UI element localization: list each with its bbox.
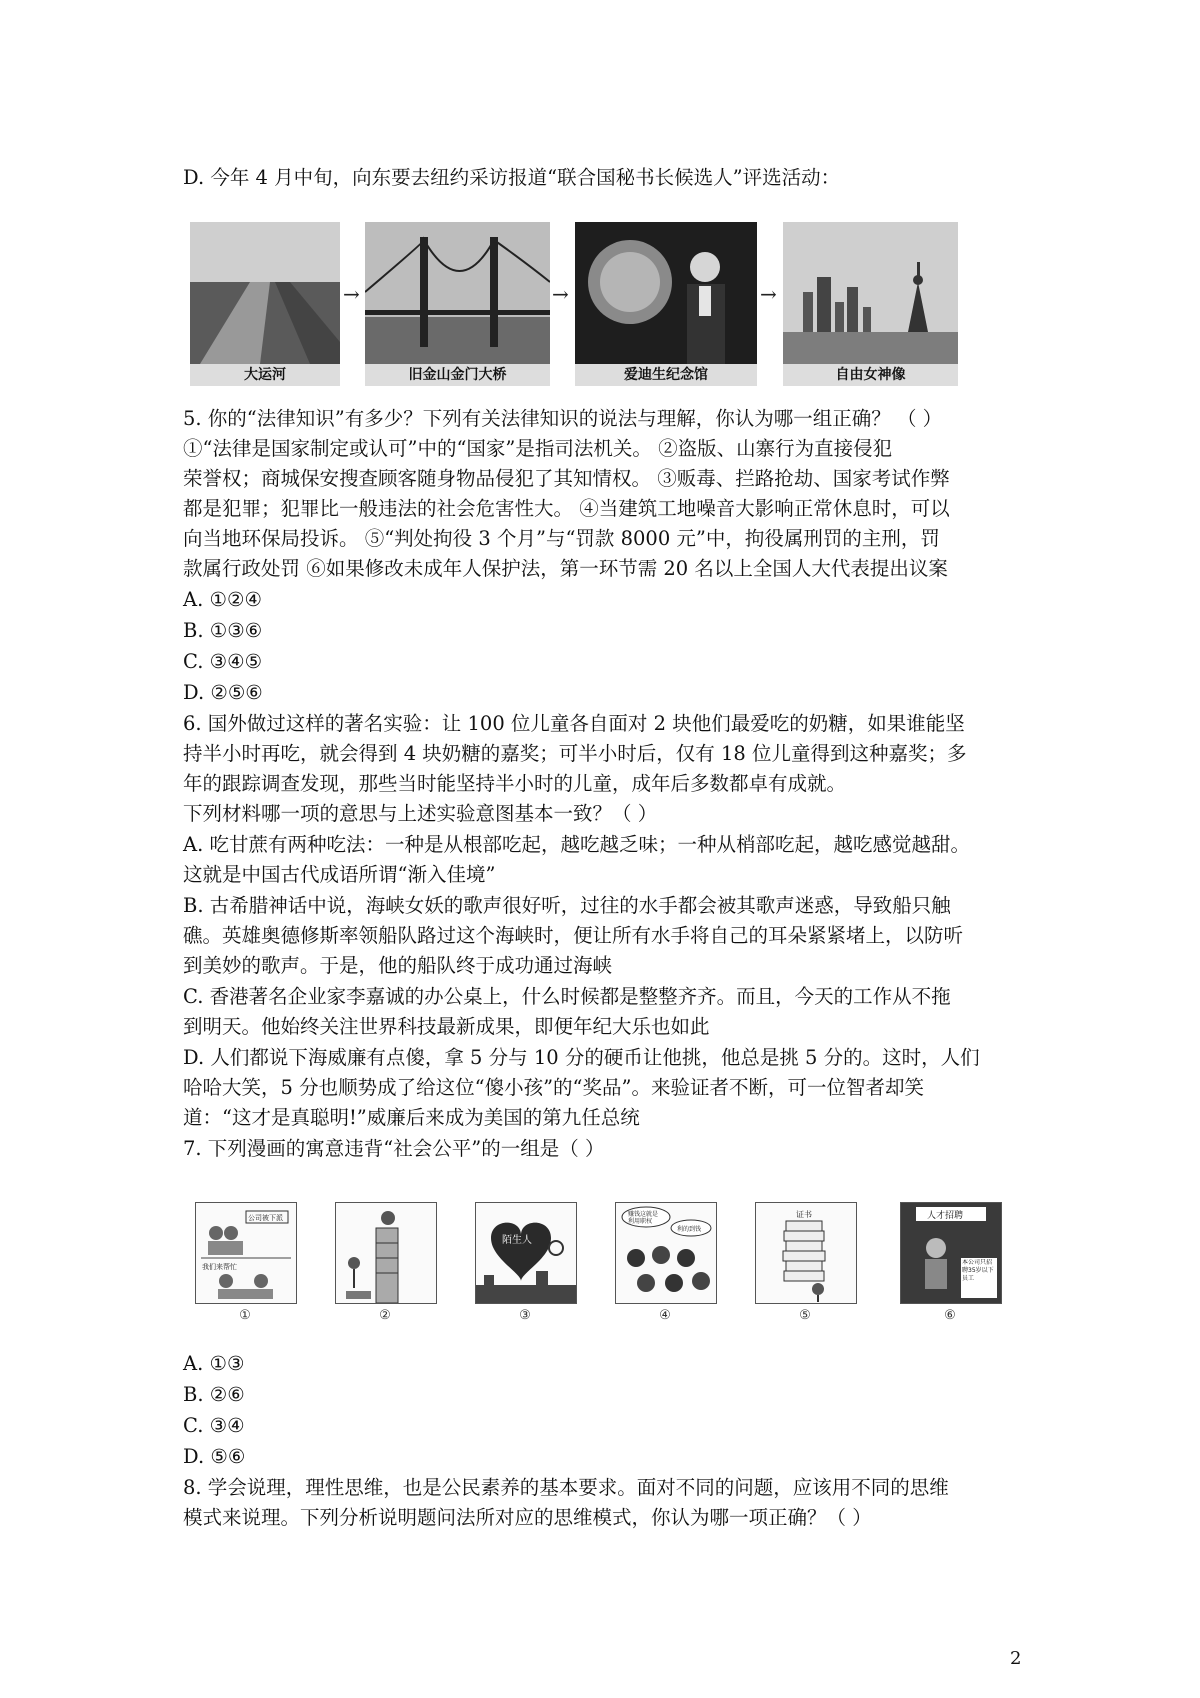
cartoon-5 [755,1202,857,1304]
q6-option-c: C. 香港著名企业家李嘉诚的办公桌上，什么时候都是整整齐齐。而且，今天的工作从不拖 [183,985,951,1008]
q5-option-c: C. ③④⑤ [183,650,263,673]
question-8: 8. 学会说理，理性思维，也是公民素养的基本要求。面对不同的问题，应该用不同的思维 [183,1476,949,1499]
right-arrow-icon: → [760,282,777,306]
q6-option-a-cont: 这就是中国古代成语所谓“渐入佳境” [183,863,496,886]
cartoon-number: ③ [519,1308,531,1323]
q6-option-b-cont: 到美妙的歌声。于是，他的船队终于成功通过海峡 [183,954,613,977]
cartoon-number: ⑤ [799,1308,811,1323]
q8-text-line: 模式来说理。下列分析说明题问法所对应的思维模式，你认为哪一项正确？（ ） [183,1506,872,1529]
q5-text-line: 款属行政处罚 ⑥如果修改未成年人保护法，第一环节需 20 名以上全国人大代表提出议案 [183,557,948,580]
q5-text-line: 向当地环保局投诉。 ⑤“判处拘役 3 个月”与“罚款 8000 元”中，拘役属刑罚的主刑，罚 [183,527,940,550]
canal-photo [190,222,340,364]
cartoon-3 [475,1202,577,1304]
q5-option-b: B. ①③⑥ [183,619,263,642]
caption-edison: 爱迪生纪念馆 [575,364,757,386]
cartoon-1 [195,1202,297,1304]
q7-option-c: C. ③④ [183,1414,245,1437]
q6-option-d-cont: 道：“这才是真聪明!”威廉后来成为美国的第九任总统 [183,1106,640,1129]
q5-text-line: 都是犯罪；犯罪比一般违法的社会危害性大。 ④当建筑工地噪音大影响正常休息时，可以 [183,497,950,520]
right-arrow-icon: → [343,282,360,306]
q7-option-b: B. ②⑥ [183,1383,245,1406]
q6-option-a: A. 吃甘蔗有两种吃法：一种是从根部吃起，越吃越乏味；一种从梢部吃起，越吃感觉越甜。 [183,833,970,856]
q6-option-b: B. 古希腊神话中说，海峡女妖的歌声很好听，过往的水手都会被其歌声迷惑，导致船只触 [183,894,951,917]
caption-liberty: 自由女神像 [783,364,958,386]
q6-option-c-cont: 到明天。他始终关注世界科技最新成果，即便年纪大乐也如此 [183,1015,710,1038]
question-5: 5. 你的“法律知识”有多少？下列有关法律知识的说法与理解，你认为哪一组正确？ （ ） [183,407,943,430]
cartoon-3-text: 陌生人 [502,1235,532,1246]
cartoon-number: ⑥ [944,1308,956,1323]
q6-option-b-cont: 礁。英雄奥德修斯率领船队路过这个海峡时，便让所有水手将自己的耳朵紧紧堵上，以防听 [183,924,964,947]
q6-option-d: D. 人们都说下海威廉有点傻，拿 5 分与 10 分的硬币让他挑，他总是挑 5 分的。这时，人们 [183,1046,980,1069]
edison-museum-photo [575,222,757,364]
cartoon-number: ② [379,1308,391,1323]
cartoon-6 [900,1202,1002,1304]
cartoon-strip [185,1198,1015,1333]
right-arrow-icon: → [552,282,569,306]
cartoon-4-text-b: 利用职权 [628,1218,653,1225]
golden-gate-bridge-photo [365,222,550,364]
q5-option-d: D. ②⑤⑥ [183,681,263,704]
caption-golden-gate: 旧金山金门大桥 [365,364,550,386]
option-d-q4: D. 今年 4 月中旬，向东要去纽约采访报道“联合国秘书长候选人”评选活动： [183,166,841,189]
caption-canal: 大运河 [190,364,340,386]
cartoon-6-sign-text: 本公司只招聘35岁以下员工 [962,1259,994,1282]
question-6: 6. 国外做过这样的著名实验：让 100 位儿童各自面对 2 块他们最爱吃的奶糖，如果谁能坚 [183,712,965,735]
cartoon-4-text-c: 利的到钱 [677,1226,702,1233]
q5-text-line: ①“法律是国家制定或认可”中的“国家”是指司法机关。 ②盗版、山寨行为直接侵犯 [183,437,893,460]
cartoon-5-text: 证书 [796,1210,812,1219]
cartoon-number: ① [239,1308,251,1323]
q5-text-line: 荣誉权；商城保安搜查顾客随身物品侵犯了其知情权。 ③贩毒、拦路抢劫、国家考试作弊 [183,467,950,490]
cartoon-2 [335,1202,437,1304]
cartoon-number: ④ [659,1308,671,1323]
page-number: 2 [1010,1648,1022,1669]
q7-option-a: A. ①③ [183,1352,245,1375]
q6-text-line: 持半小时再吃，就会得到 4 块奶糖的嘉奖；可半小时后，仅有 18 位儿童得到这种嘉奖；多 [183,742,967,765]
cartoon-4-text-a: 赚钱这就是 [628,1211,659,1218]
cartoon-1-text-a: 公司被下派 [248,1214,283,1222]
cartoon-1-text-b: 我们来帮忙 [202,1263,237,1271]
photo-strip [190,222,1018,387]
statue-of-liberty-photo [783,222,958,364]
cartoon-6-title: 人才招聘 [927,1211,964,1221]
q5-option-a: A. ①②④ [183,588,262,611]
q6-option-d-cont: 哈哈大笑，5 分也顺势成了给这位“傻小孩”的“奖品”。来验证者不断，可一位智者却笑 [183,1076,924,1099]
q7-option-d: D. ⑤⑥ [183,1445,246,1468]
q6-text-line: 年的跟踪调查发现，那些当时能坚持半小时的儿童，成年后多数都卓有成就。 [183,772,847,795]
question-7: 7. 下列漫画的寓意违背“社会公平”的一组是（ ） [183,1137,605,1160]
q6-prompt: 下列材料哪一项的意思与上述实验意图基本一致？（ ） [183,802,658,825]
cartoon-4 [615,1202,717,1304]
